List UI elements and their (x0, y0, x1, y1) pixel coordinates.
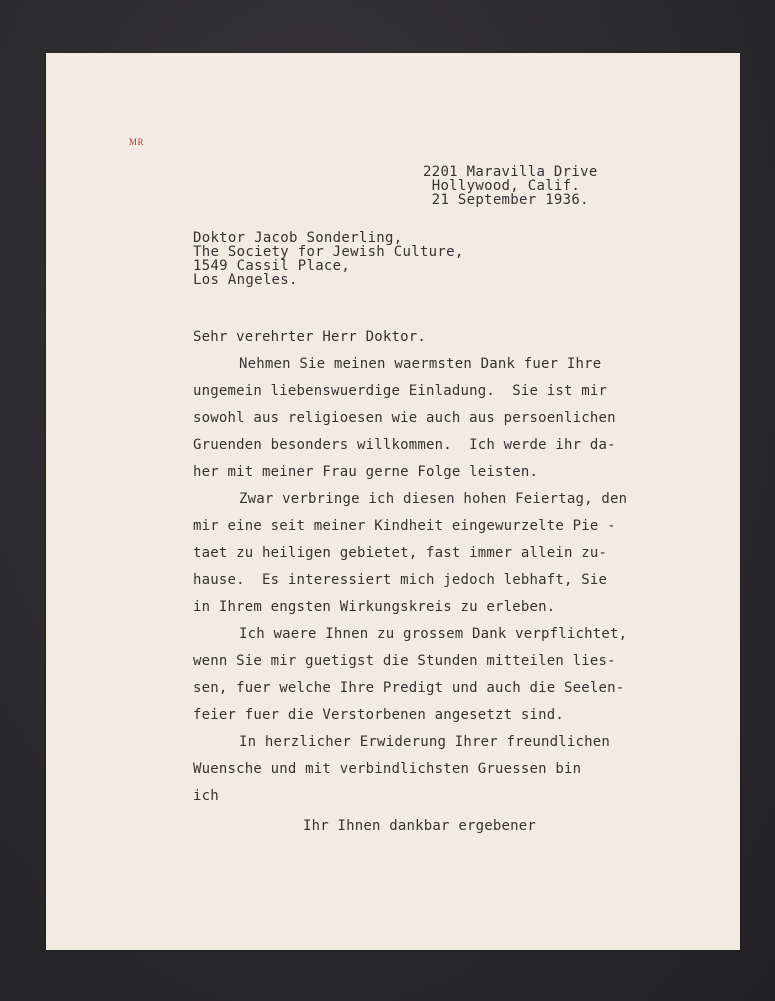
body-line: ich (193, 788, 219, 804)
body-line: hause. Es interessiert mich jedoch lebhaft, Sie (193, 572, 608, 588)
body-line: Zwar verbringe ich diesen hohen Feiertag, den (239, 491, 628, 507)
letter-page (46, 53, 740, 950)
body-line: Wuensche und mit verbindlichsten Gruessen bin (193, 761, 582, 777)
recipient-line: 1549 Cassil Place, (193, 258, 351, 274)
body-line: Ich waere Ihnen zu grossem Dank verpflichtet, (239, 626, 628, 642)
body-line: sowohl aus religioesen wie auch aus persoenlichen (193, 410, 616, 426)
complimentary-close: Ihr Ihnen dankbar ergebener (303, 818, 536, 834)
body-line: sen, fuer welche Ihre Predigt und auch die Seelen- (193, 680, 625, 696)
return-address-line: 2201 Maravilla Drive (423, 164, 598, 180)
body-line: mir eine seit meiner Kindheit eingewurzelte Pie - (193, 518, 616, 534)
return-address-line: Hollywood, Calif. (423, 178, 581, 194)
body-line: taet zu heiligen gebietet, fast immer allein zu- (193, 545, 608, 561)
recipient-line: Los Angeles. (193, 272, 298, 288)
recipient-line: The Society for Jewish Culture, (193, 244, 464, 260)
recipient-line: Doktor Jacob Sonderling, (193, 230, 403, 246)
body-line: feier fuer die Verstorbenen angesetzt sind. (193, 707, 565, 723)
body-line: In herzlicher Erwiderung Ihrer freundlichen (239, 734, 611, 750)
recipient-address (193, 231, 464, 287)
body-line: Nehmen Sie meinen waermsten Dank fuer Ihre (239, 356, 602, 372)
marginal-mark: MR (129, 137, 145, 147)
letter-date: 21 September 1936. (423, 192, 589, 208)
body-line: her mit meiner Frau gerne Folge leisten. (193, 464, 539, 480)
body-line: Gruenden besonders willkommen. Ich werde ihr da- (193, 437, 616, 453)
body-line: ungemein liebenswuerdige Einladung. Sie ist mir (193, 383, 608, 399)
body-line: wenn Sie mir guetigst die Stunden mitteilen lies- (193, 653, 616, 669)
body-line: in Ihrem engsten Wirkungskreis zu erleben. (193, 599, 556, 615)
return-address (423, 165, 598, 207)
letter-body (193, 324, 663, 810)
salutation: Sehr verehrter Herr Doktor. (193, 329, 426, 345)
